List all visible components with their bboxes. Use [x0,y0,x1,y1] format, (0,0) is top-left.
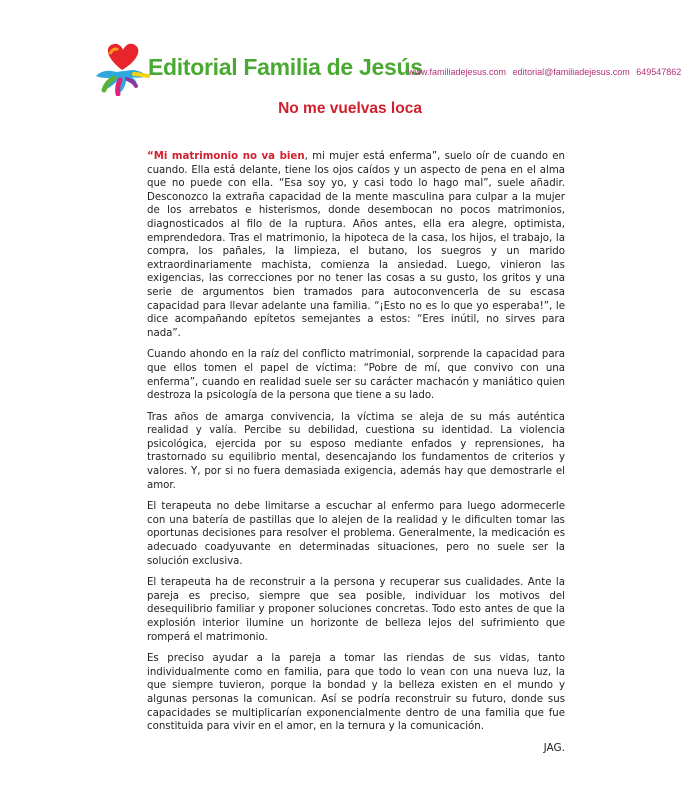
paragraph-text: , mi mujer está enferma”, suelo oír de cuando en cuando. Ella está delante, tiene los ojos caídos y un aspecto de pena en el alma que no puede con ella. “Esa soy yo, y casi todo lo hago mal”, suele añadir. Desconozco la extraña capacidad de la mente masculina para culpar a la mujer de los arrebatos e histerismos, donde desembocan no pocos matrimonios, diagnosticados al filo de la ruptura. Años antes, ella era alegre, optimista, emprendedora. Tras el matrimonio, la hipoteca de la casa, los hijos, el trabajo, la compra, los pañales, la limpieza, el butano, los suegros y un marido extraordinariamente machista, comienza la ansiedad. Luego, vinieron las exigencias, las correcciones por no tener las cosas a su gusto, los gritos y una serie de argumentos bien tramados para autoconvencerla de su escasa capacidad para llevar adelante una familia. “¡Esto no es lo que yo esperaba!”, le dice acompañando epítetos semejantes a estos: “Eres inútil, no sirves para nada”. [147,151,565,339]
contact-info [408,67,685,77]
email-link[interactable]: editorial@familiadejesus.com [512,67,630,77]
phone-number: 649547862 [636,67,682,77]
paragraph [147,150,565,340]
paragraph: El terapeuta no debe limitarse a escuchar al enfermo para luego adormecerle con una batería de pastillas que lo alejen de la realidad y le dificulten tomar las oportunas decisiones para resolver el problema. Generalmente, la medicación es adecuado coadyuvante en determinadas situaciones, pero no suele ser la solución exclusiva. [147,501,565,567]
article-title: No me vuelvas loca [278,100,422,117]
paragraph: Cuando ahondo en la raíz del conflicto matrimonial, sorprende la capacidad para que ellos tomen el papel de víctima: “Pobre de mí, que convivo con una enferma”, cuando en realidad suele ser su carácter machacón y maniático quien destroza la psicología de la persona que tiene a su lado. [147,349,565,402]
paragraph: El terapeuta ha de reconstruir a la persona y recuperar sus cualidades. Ante la pareja es preciso, siempre que sea posible, individuar los motivos del desequilibrio familiar y proponer soluciones concretas. Todo esto antes de que la explosión interior ilumine un horizonte de belleza lejos del sufrimiento que romperá el matrimonio. [147,577,565,643]
article-body [147,150,565,755]
brand-name: Editorial Familia de Jesús [148,54,423,80]
heart-hand-logo-icon [92,40,150,96]
paragraph-lead: “Mi matrimonio no va bien [147,151,305,162]
paragraph: Es preciso ayudar a la pareja a tomar las riendas de sus vidas, tanto individualmente como en familia, para que todo lo vean con una nueva luz, la que siempre tuvieron, porque la bondad y la belleza existen en el mundo y algunas personas la comunican. Así se podría reconstruir su futuro, donde sus capacidades se multiplicarían exponencialmente dentro de una familia que fue constituida para vivir en el amor, en la ternura y la comunicación. [147,653,565,733]
signature: JAG. [543,741,565,754]
website-link[interactable]: www.familiadejesus.com [408,67,507,77]
header [92,36,682,96]
paragraph: Tras años de amarga convivencia, la víctima se aleja de su más auténtica realidad y valía. Percibe su debilidad, cuestiona su identidad. La violencia psicológica, ejercida por su esposo mediante enfados y reprensiones, ha trastornado su equilibrio mental, desencajando los fundamentos de criterios y valores. Y, por si no fuera demasiada exigencia, además hay que demostrarle el amor. [147,411,565,491]
